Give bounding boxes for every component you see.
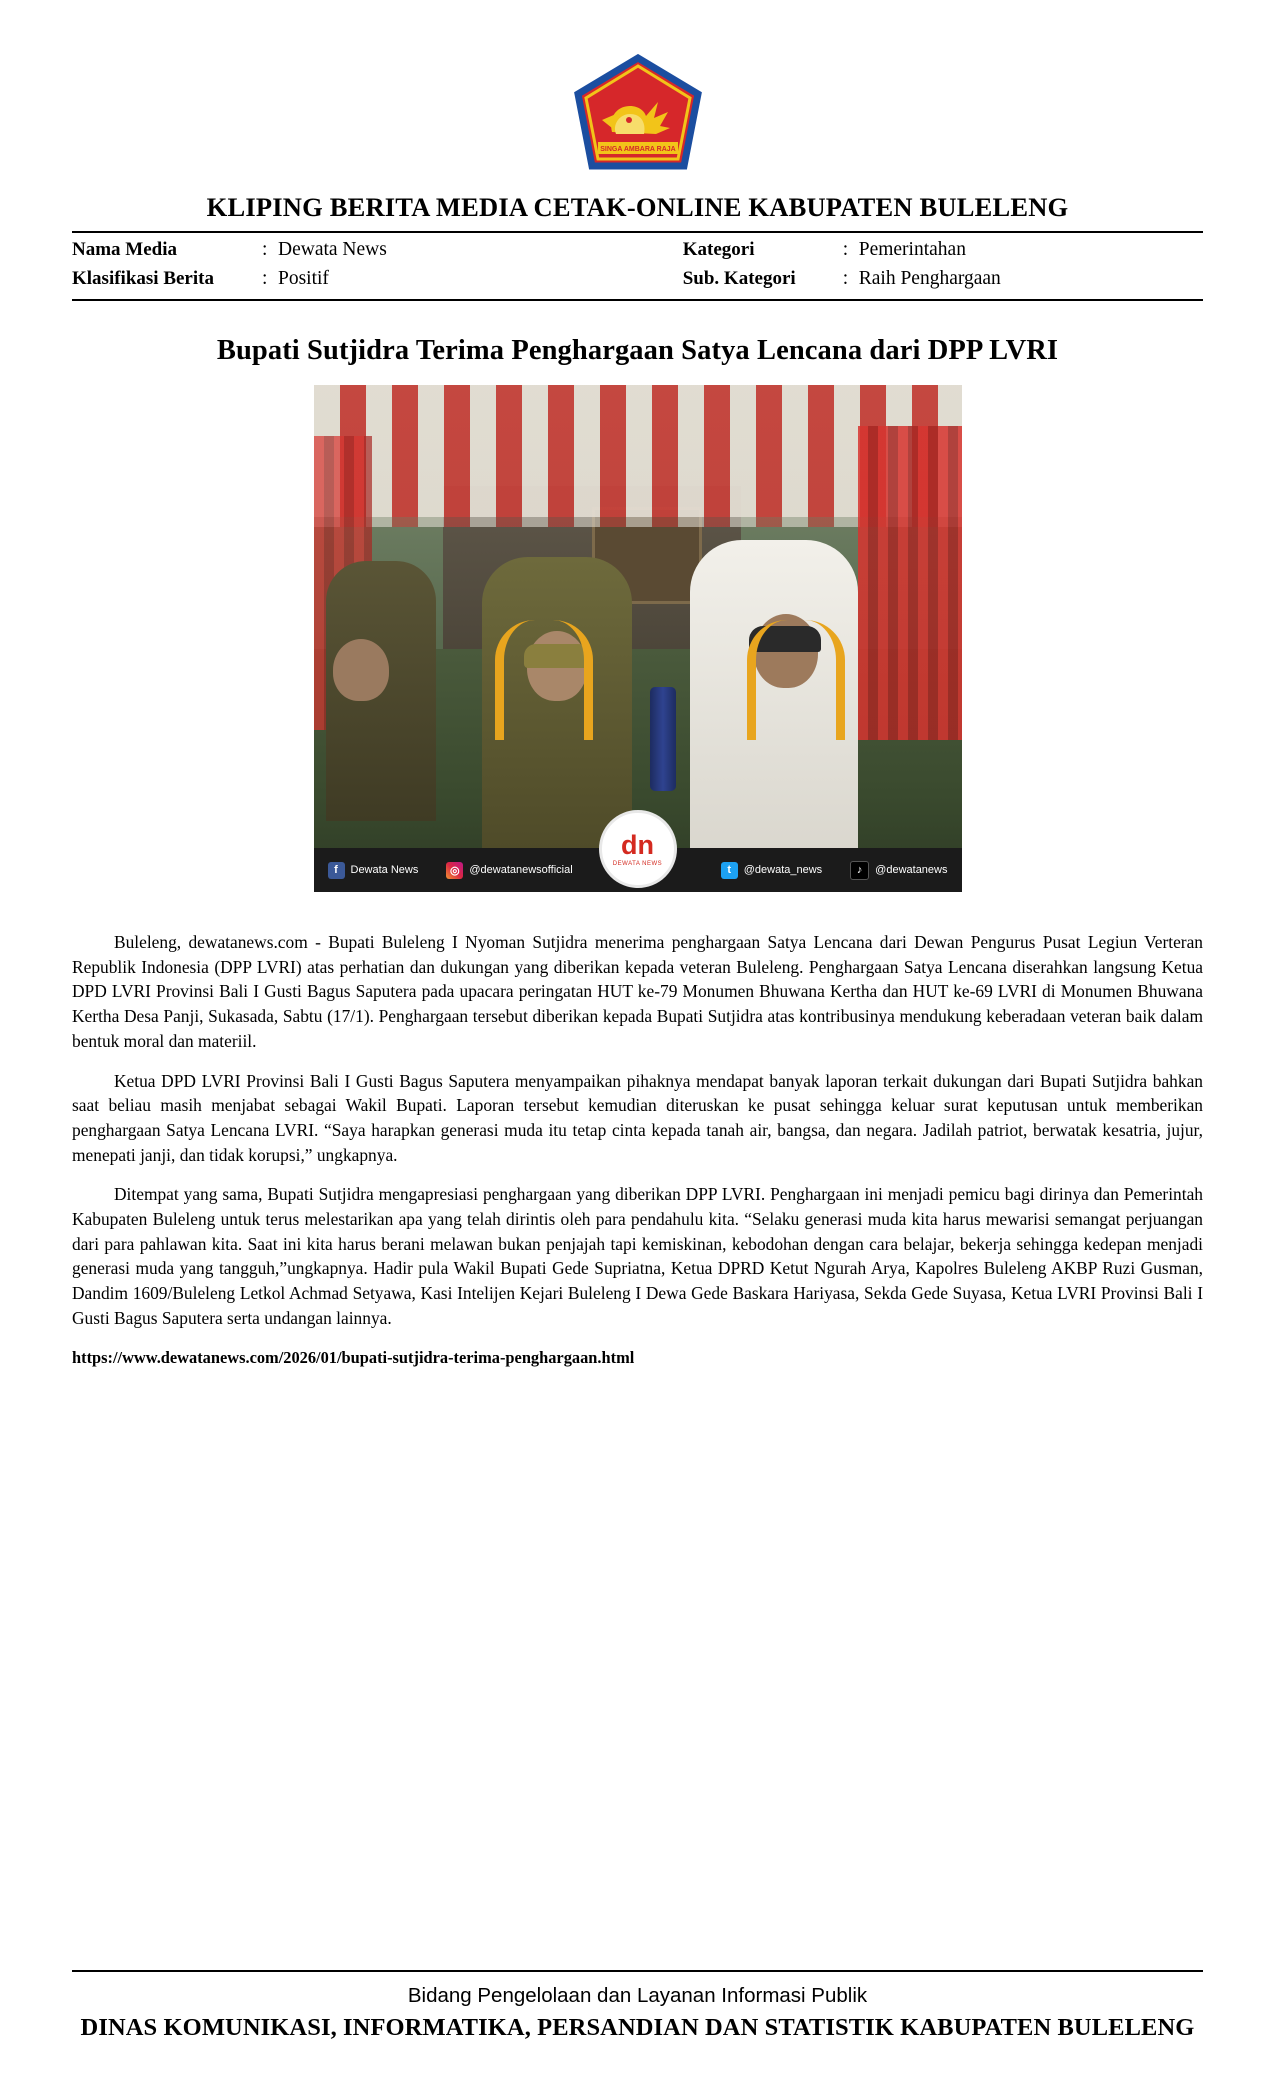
- photo-sash-veteran: [495, 620, 593, 740]
- social-label-facebook: Dewata News: [350, 864, 419, 876]
- article-paragraph: Ditempat yang sama, Bupati Sutjidra mengapresiasi penghargaan yang diberikan DPP LVRI. Penghargaan ini menjadi pemicu bagi dirinya dan Pemerintah Kabupaten Buleleng untuk terus melestarikan apa yang telah dirintis oleh para pendahulu kita. “Selaku generasi muda kita harus mewarisi semangat perjuangan dari para pahlawan kita. Saat ini kita harus berani melawan bukan penjajah tapi kemiskinan, kebodohan dengan cara belajar, bekerja sehingga kedepan menjadi generasi muda yang tangguh,”ungkapnya. Hadir pula Wakil Bupati Gede Supriatna, Ketua DPRD Ketut Ngurah Arya, Kapolres Buleleng AKBP Ruzi Gusman, Dandim 1609/Buleleng Letkol Achmad Setyawa, Kasi Intelijen Kejari Buleleng I Dewa Gede Baskara Hariyasa, Sekda Gede Suyasa, Ketua LVRI Provinsi Bali I Gusti Bagus Saputera serta undangan lainnya.: [72, 1184, 1203, 1328]
- photo-figure-background-officer: [326, 561, 436, 821]
- metadata-value-kategori: Pemerintahan: [858, 239, 966, 260]
- footer-subtitle: Bidang Pengelolaan dan Layanan Informasi Publik: [407, 1984, 868, 2007]
- article-photo-container: [72, 385, 1203, 892]
- metadata-label: Sub. Kategori: [682, 268, 796, 289]
- tiktok-icon: ♪: [850, 861, 869, 880]
- metadata-table: [72, 233, 1203, 292]
- facebook-icon: f: [328, 862, 345, 879]
- metadata-value-nama-media: Dewata News: [278, 239, 387, 260]
- metadata-row-nama-media: [72, 239, 683, 261]
- footer-department-name: DINAS KOMUNIKASI, INFORMATIKA, PERSANDIAN DAN STATISTIK KABUPATEN BULELENG: [80, 2014, 1195, 2041]
- article-paragraph: Buleleng, dewatanews.com - Bupati Buleleng I Nyoman Sutjidra menerima penghargaan Satya Lencana dari Dewan Pengurus Pusat Legiun Verteran Republik Indonesia (DPP LVRI) atas perhatian dan dukungan yang diberikan kepada veteran Buleleng. Penghargaan Satya Lencana diserahkan langsung Ketua DPD LVRI Provinsi Bali I Gusti Bagus Saputera pada upacara peringatan HUT ke-79 Monumen Bhuwana Kertha dan HUT ke-69 LVRI di Monumen Bhuwana Kertha Desa Panji, Sukasada, Sabtu (17/1). Penghargaan tersebut diberikan kepada Bupati Sutjidra atas kontribusinya mendukung keberadaan veteran baik dalam bentuk moral dan materiil.: [72, 932, 1203, 1051]
- social-item-instagram: [432, 862, 586, 879]
- twitter-icon: t: [721, 862, 738, 879]
- metadata-colon: :: [842, 239, 849, 260]
- photo-figure-head: [333, 639, 389, 701]
- metadata-row-sub-kategori: [683, 268, 1203, 290]
- social-label-instagram: @dewatanewsofficial: [469, 864, 573, 876]
- metadata-divider: [72, 299, 1203, 301]
- metadata-label: Klasifikasi Berita: [72, 268, 214, 289]
- social-label-twitter: @dewata_news: [743, 864, 823, 876]
- instagram-icon: ◎: [446, 862, 463, 879]
- metadata-colon: :: [842, 268, 849, 289]
- metadata-value-klasifikasi-berita: Positif: [278, 268, 329, 289]
- metadata-right-column: [683, 239, 1203, 290]
- metadata-value-sub-kategori: Raih Penghargaan: [858, 268, 1001, 289]
- article-headline: Bupati Sutjidra Terima Penghargaan Satya Lencana dari DPP LVRI: [216, 335, 1059, 366]
- metadata-label: Kategori: [682, 239, 755, 260]
- watermark-text: dn: [621, 829, 654, 860]
- social-item-facebook: [314, 862, 433, 879]
- metadata-colon: :: [262, 239, 268, 260]
- watermark-subtext: DEWATA NEWS: [612, 860, 663, 867]
- metadata-label: Nama Media: [72, 239, 178, 260]
- buleleng-regency-crest-icon: [572, 54, 704, 180]
- article-source-link[interactable]: https://www.dewatanews.com/2026/01/bupati-sutjidra-terima-penghargaan.html: [72, 1347, 635, 1367]
- page-title: KLIPING BERITA MEDIA CETAK-ONLINE KABUPATEN BULELENG: [206, 192, 1069, 222]
- photo-sash-bupati: [747, 620, 845, 740]
- metadata-row-klasifikasi-berita: [72, 268, 683, 290]
- article-photo: [314, 385, 962, 892]
- photo-award-tube: [650, 687, 676, 791]
- metadata-colon: :: [262, 268, 268, 289]
- page-footer: [72, 1970, 1203, 2042]
- article-paragraph: Ketua DPD LVRI Provinsi Bali I Gusti Bagus Saputera menyampaikan pihaknya mendapat banyak laporan terkait dukungan dari Bupati Sutjidra bahkan saat beliau masih menjabat sebagai Wakil Bupati. Laporan tersebut kemudian diteruskan ke pusat sehingga keluar surat keputusan untuk memberikan penghargaan Satya Lencana LVRI. “Saya harapkan generasi muda itu tetap cinta kepada tanah air, bangsa, dan negara. Jadilah patriot, berwatak kesatria, jujur, menepati janji, dan tidak korupsi,” ungkapnya.: [72, 1070, 1203, 1165]
- crest-container: [72, 0, 1203, 180]
- social-label-tiktok: @dewatanews: [875, 864, 948, 876]
- svg-text:SINGA AMBARA RAJA: SINGA AMBARA RAJA: [599, 146, 676, 153]
- metadata-row-kategori: [683, 239, 1203, 261]
- metadata-left-column: [72, 239, 683, 290]
- social-item-tiktok: [836, 861, 961, 880]
- social-item-twitter: [707, 862, 836, 879]
- dewata-news-watermark-logo: [599, 810, 677, 888]
- footer-divider: [72, 1970, 1203, 1972]
- photo-curtain-right: [858, 426, 962, 740]
- article-body: [72, 930, 1203, 1369]
